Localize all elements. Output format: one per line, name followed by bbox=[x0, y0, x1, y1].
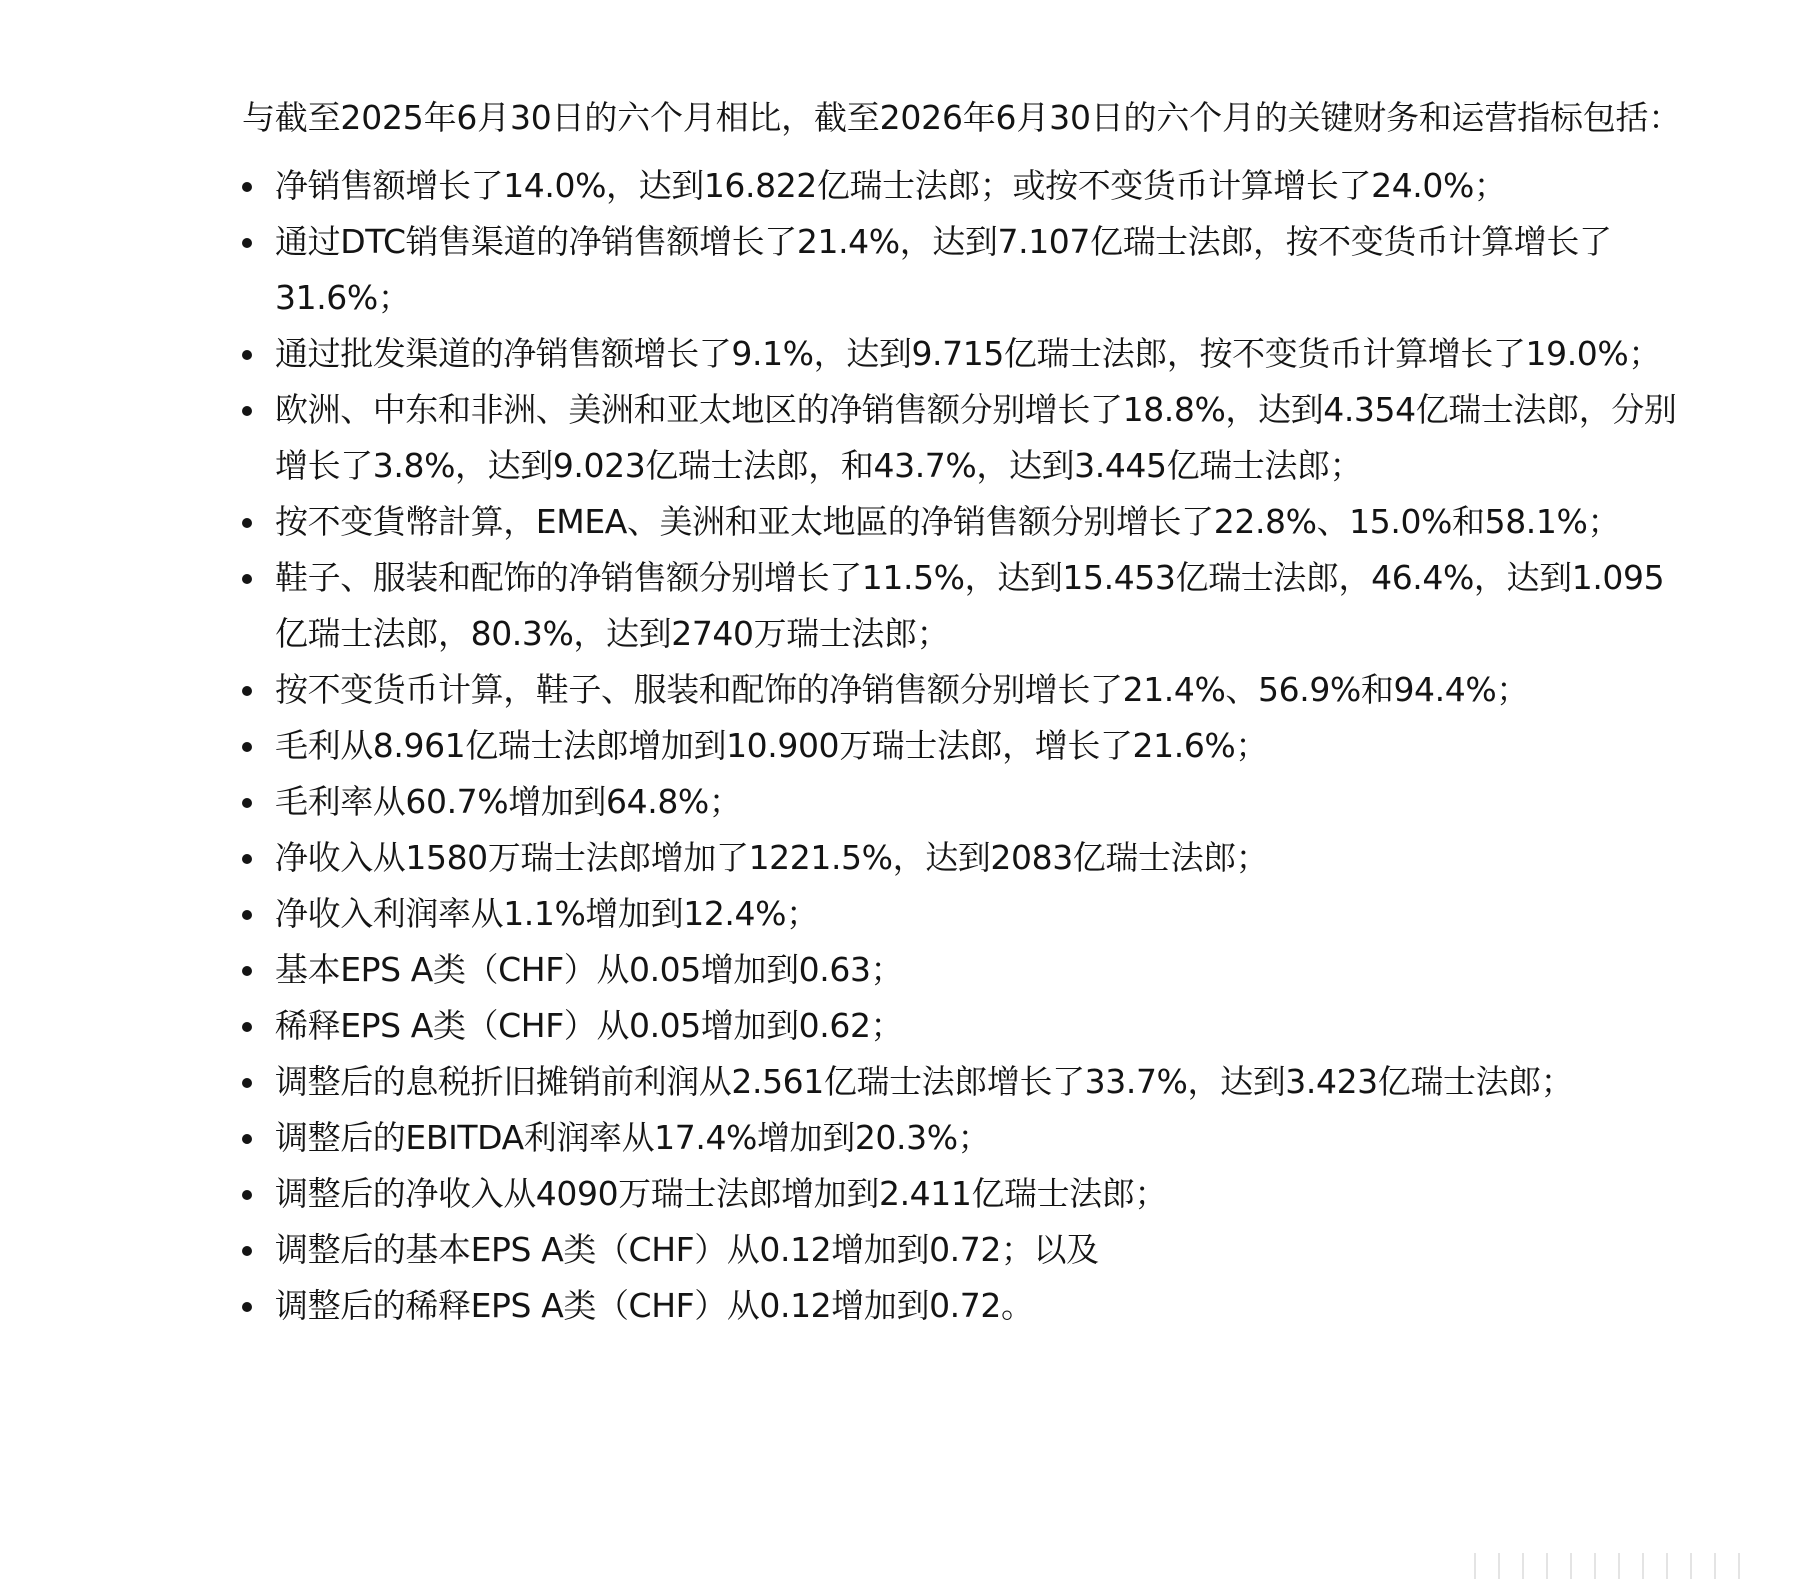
bullet-icon bbox=[242, 966, 252, 976]
scroll-indicator-mark bbox=[1474, 1553, 1476, 1579]
list-item-text: 调整后的基本EPS A类（CHF）从0.12增加到0.72；以及 bbox=[275, 1230, 1099, 1269]
bullet-icon bbox=[242, 1022, 252, 1032]
list-item-text: 通过DTC销售渠道的净销售额增长了21.4%，达到7.107亿瑞士法郎，按不变货币计算增长了31.6%； bbox=[275, 222, 1612, 317]
list-item-text: 毛利率从60.7%增加到64.8%； bbox=[275, 782, 742, 821]
list-item-text: 调整后的稀释EPS A类（CHF）从0.12增加到0.72。 bbox=[275, 1286, 1034, 1325]
list-item bbox=[242, 1110, 1692, 1166]
list-item bbox=[242, 326, 1692, 382]
bullet-icon bbox=[242, 406, 252, 416]
bullet-icon bbox=[242, 182, 252, 192]
list-item bbox=[242, 1278, 1692, 1334]
list-item bbox=[242, 718, 1692, 774]
bullet-icon bbox=[242, 1302, 252, 1312]
scroll-indicator-mark bbox=[1642, 1553, 1644, 1579]
bullet-icon bbox=[242, 910, 252, 920]
key-metrics-list bbox=[242, 158, 1692, 1334]
intro-paragraph: 与截至2025年6月30日的六个月相比，截至2026年6月30日的六个月的关键财务和运营指标包括： bbox=[242, 98, 1682, 137]
bullet-icon bbox=[242, 238, 252, 248]
list-item bbox=[242, 662, 1692, 718]
bullet-icon bbox=[242, 798, 252, 808]
scroll-indicator-mark bbox=[1570, 1553, 1572, 1579]
list-item bbox=[242, 494, 1692, 550]
list-item-text: 稀释EPS A类（CHF）从0.05增加到0.62； bbox=[275, 1006, 904, 1045]
list-item bbox=[242, 1054, 1692, 1110]
list-item bbox=[242, 1166, 1692, 1222]
list-item bbox=[242, 382, 1692, 494]
scroll-indicator-mark bbox=[1522, 1553, 1524, 1579]
list-item-text: 调整后的EBITDA利润率从17.4%增加到20.3%； bbox=[275, 1118, 991, 1157]
bullet-icon bbox=[242, 742, 252, 752]
bullet-icon bbox=[242, 1190, 252, 1200]
list-item-text: 净销售额增长了14.0%，达到16.822亿瑞士法郎；或按不变货币计算增长了24.0%； bbox=[275, 166, 1507, 205]
scroll-indicator-mark bbox=[1546, 1553, 1548, 1579]
scroll-indicator-mark bbox=[1738, 1553, 1740, 1579]
list-item bbox=[242, 886, 1692, 942]
list-item bbox=[242, 774, 1692, 830]
bullet-icon bbox=[242, 574, 252, 584]
list-item bbox=[242, 158, 1692, 214]
list-item-text: 通过批发渠道的净销售额增长了9.1%，达到9.715亿瑞士法郎，按不变货币计算增长了19.0%； bbox=[275, 334, 1661, 373]
list-item-text: 调整后的净收入从4090万瑞士法郎增加到2.411亿瑞士法郎； bbox=[275, 1174, 1168, 1213]
list-item bbox=[242, 942, 1692, 998]
scroll-indicator-mark bbox=[1498, 1553, 1500, 1579]
list-item-text: 净收入利润率从1.1%增加到12.4%； bbox=[275, 894, 819, 933]
list-item-text: 按不变貨幣計算，EMEA、美洲和亚太地區的净销售额分别增长了22.8%、15.0%和58.1%； bbox=[275, 502, 1621, 541]
list-item-text: 净收入从1580万瑞士法郎增加了1221.5%，达到2083亿瑞士法郎； bbox=[275, 838, 1269, 877]
bullet-icon bbox=[242, 1246, 252, 1256]
scroll-indicator bbox=[1474, 1552, 1784, 1580]
scroll-indicator-mark bbox=[1690, 1553, 1692, 1579]
list-item-text: 鞋子、服装和配饰的净销售额分别增长了11.5%，达到15.453亿瑞士法郎，46.4%，达到1.095亿瑞士法郎，80.3%，达到2740万瑞士法郎； bbox=[275, 558, 1665, 653]
list-item bbox=[242, 1222, 1692, 1278]
list-item bbox=[242, 550, 1692, 662]
list-item-text: 欧洲、中东和非洲、美洲和亚太地区的净销售额分别增长了18.8%，达到4.354亿瑞士法郎，分别增长了3.8%，达到9.023亿瑞士法郎，和43.7%，达到3.445亿瑞士法郎； bbox=[275, 390, 1677, 485]
scroll-indicator-mark bbox=[1666, 1553, 1668, 1579]
bullet-icon bbox=[242, 854, 252, 864]
bullet-icon bbox=[242, 350, 252, 360]
list-item-text: 按不变货币计算，鞋子、服装和配饰的净销售额分别增长了21.4%、56.9%和94.4%； bbox=[275, 670, 1529, 709]
document-body bbox=[242, 90, 1692, 1334]
bullet-icon bbox=[242, 1078, 252, 1088]
bullet-icon bbox=[242, 518, 252, 528]
list-item bbox=[242, 998, 1692, 1054]
list-item-text: 毛利从8.961亿瑞士法郎增加到10.900万瑞士法郎，增长了21.6%； bbox=[275, 726, 1268, 765]
list-item bbox=[242, 214, 1692, 326]
list-item-text: 调整后的息税折旧摊销前利润从2.561亿瑞士法郎增长了33.7%，达到3.423亿瑞士法郎； bbox=[275, 1062, 1574, 1101]
list-item bbox=[242, 830, 1692, 886]
bullet-icon bbox=[242, 1134, 252, 1144]
scroll-indicator-mark bbox=[1594, 1553, 1596, 1579]
bullet-icon bbox=[242, 686, 252, 696]
list-item-text: 基本EPS A类（CHF）从0.05增加到0.63； bbox=[275, 950, 904, 989]
scroll-indicator-mark bbox=[1714, 1553, 1716, 1579]
scroll-indicator-mark bbox=[1618, 1553, 1620, 1579]
